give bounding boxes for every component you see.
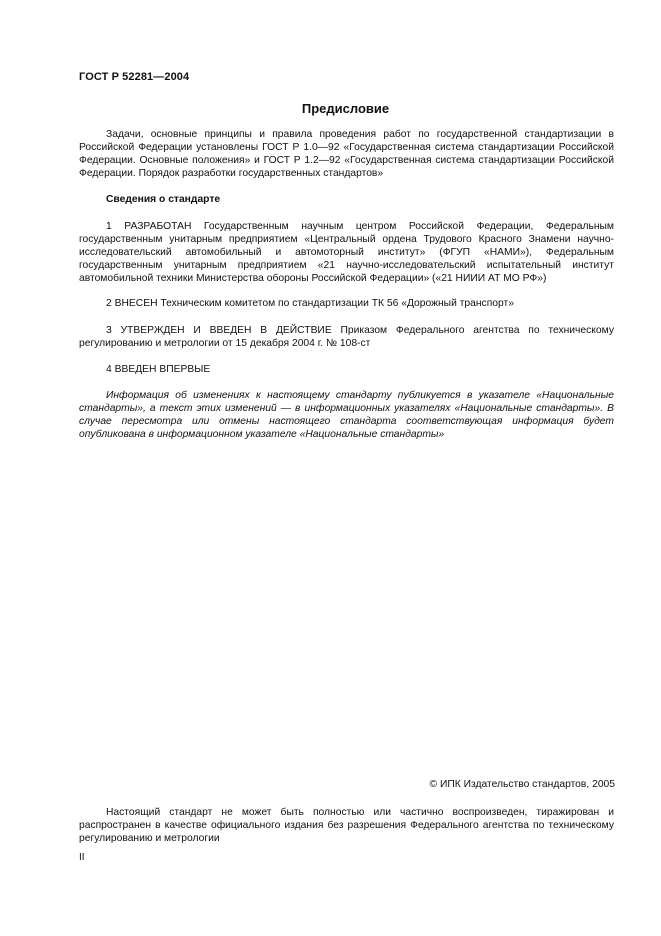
preface-title: Предисловие (301, 101, 390, 116)
item-4: 4 ВВЕДЕН ВПЕРВЫЕ (106, 364, 211, 375)
item-1: 1 РАЗРАБОТАН Государственным научным центром Российской Федерации, Федеральным государственным унитарным предприятием «Центральный ордена Трудового Красного Знамени научно-исследовательский автомобильный и автомоторный институт» (ФГУП «НАМИ»), Федеральным государственным унитарным предприятием «21 научно-исследовательский испытательный институт автомобильной техники Министерства обороны Российской Федерации» («21 НИИИ АТ МО РФ») (79, 221, 614, 284)
reproduction-notice: Настоящий стандарт не может быть полностью или частично воспроизведен, тиражирован и распространен в качестве официального издания без разрешения Федерального агентства по техническому регулированию и метрологии (79, 807, 614, 844)
preface-intro: Задачи, основные принципы и правила проведения работ по государственной стандартизации в Российской Федерации установлены ГОСТ Р 1.0—92 «Государственная система стандартизации Российской Федерации. Основные положения» и ГОСТ Р 1.2—92 «Государственная система стандартизации Российской Федерации. Порядок разработки государственных стандартов» (79, 129, 614, 179)
reproduction-notice-block (79, 806, 614, 845)
item-2-block (79, 297, 614, 310)
item-1-block (79, 220, 614, 285)
changes-note-block (79, 389, 614, 441)
page-number: II (79, 852, 85, 863)
standard-code: ГОСТ Р 52281—2004 (79, 71, 190, 83)
preface-intro-block (79, 128, 614, 180)
copyright: © ИПК Издательство стандартов, 2005 (429, 779, 615, 790)
item-3-block (79, 324, 614, 350)
item-4-block (79, 363, 614, 376)
item-3: 3 УТВЕРЖДЕН И ВВЕДЕН В ДЕЙСТВИЕ Приказом Федерального агентства по техническому регулированию и метрологии от 15 декабря 2004 г. № 108-ст (79, 325, 614, 349)
item-2: 2 ВНЕСЕН Техническим комитетом по стандартизации ТК 56 «Дорожный транспорт» (106, 298, 514, 309)
info-heading: Сведения о стандарте (106, 194, 221, 205)
changes-note: Информация об изменениях к настоящему стандарту публикуется в указателе «Национальные стандарты», а текст этих изменений — в информационных указателях «Национальные стандарты». В случае пересмотра или отмены настоящего стандарта соответствующая информация будет опубликована в информационном указателе «Национальные стандарты» (79, 390, 614, 440)
